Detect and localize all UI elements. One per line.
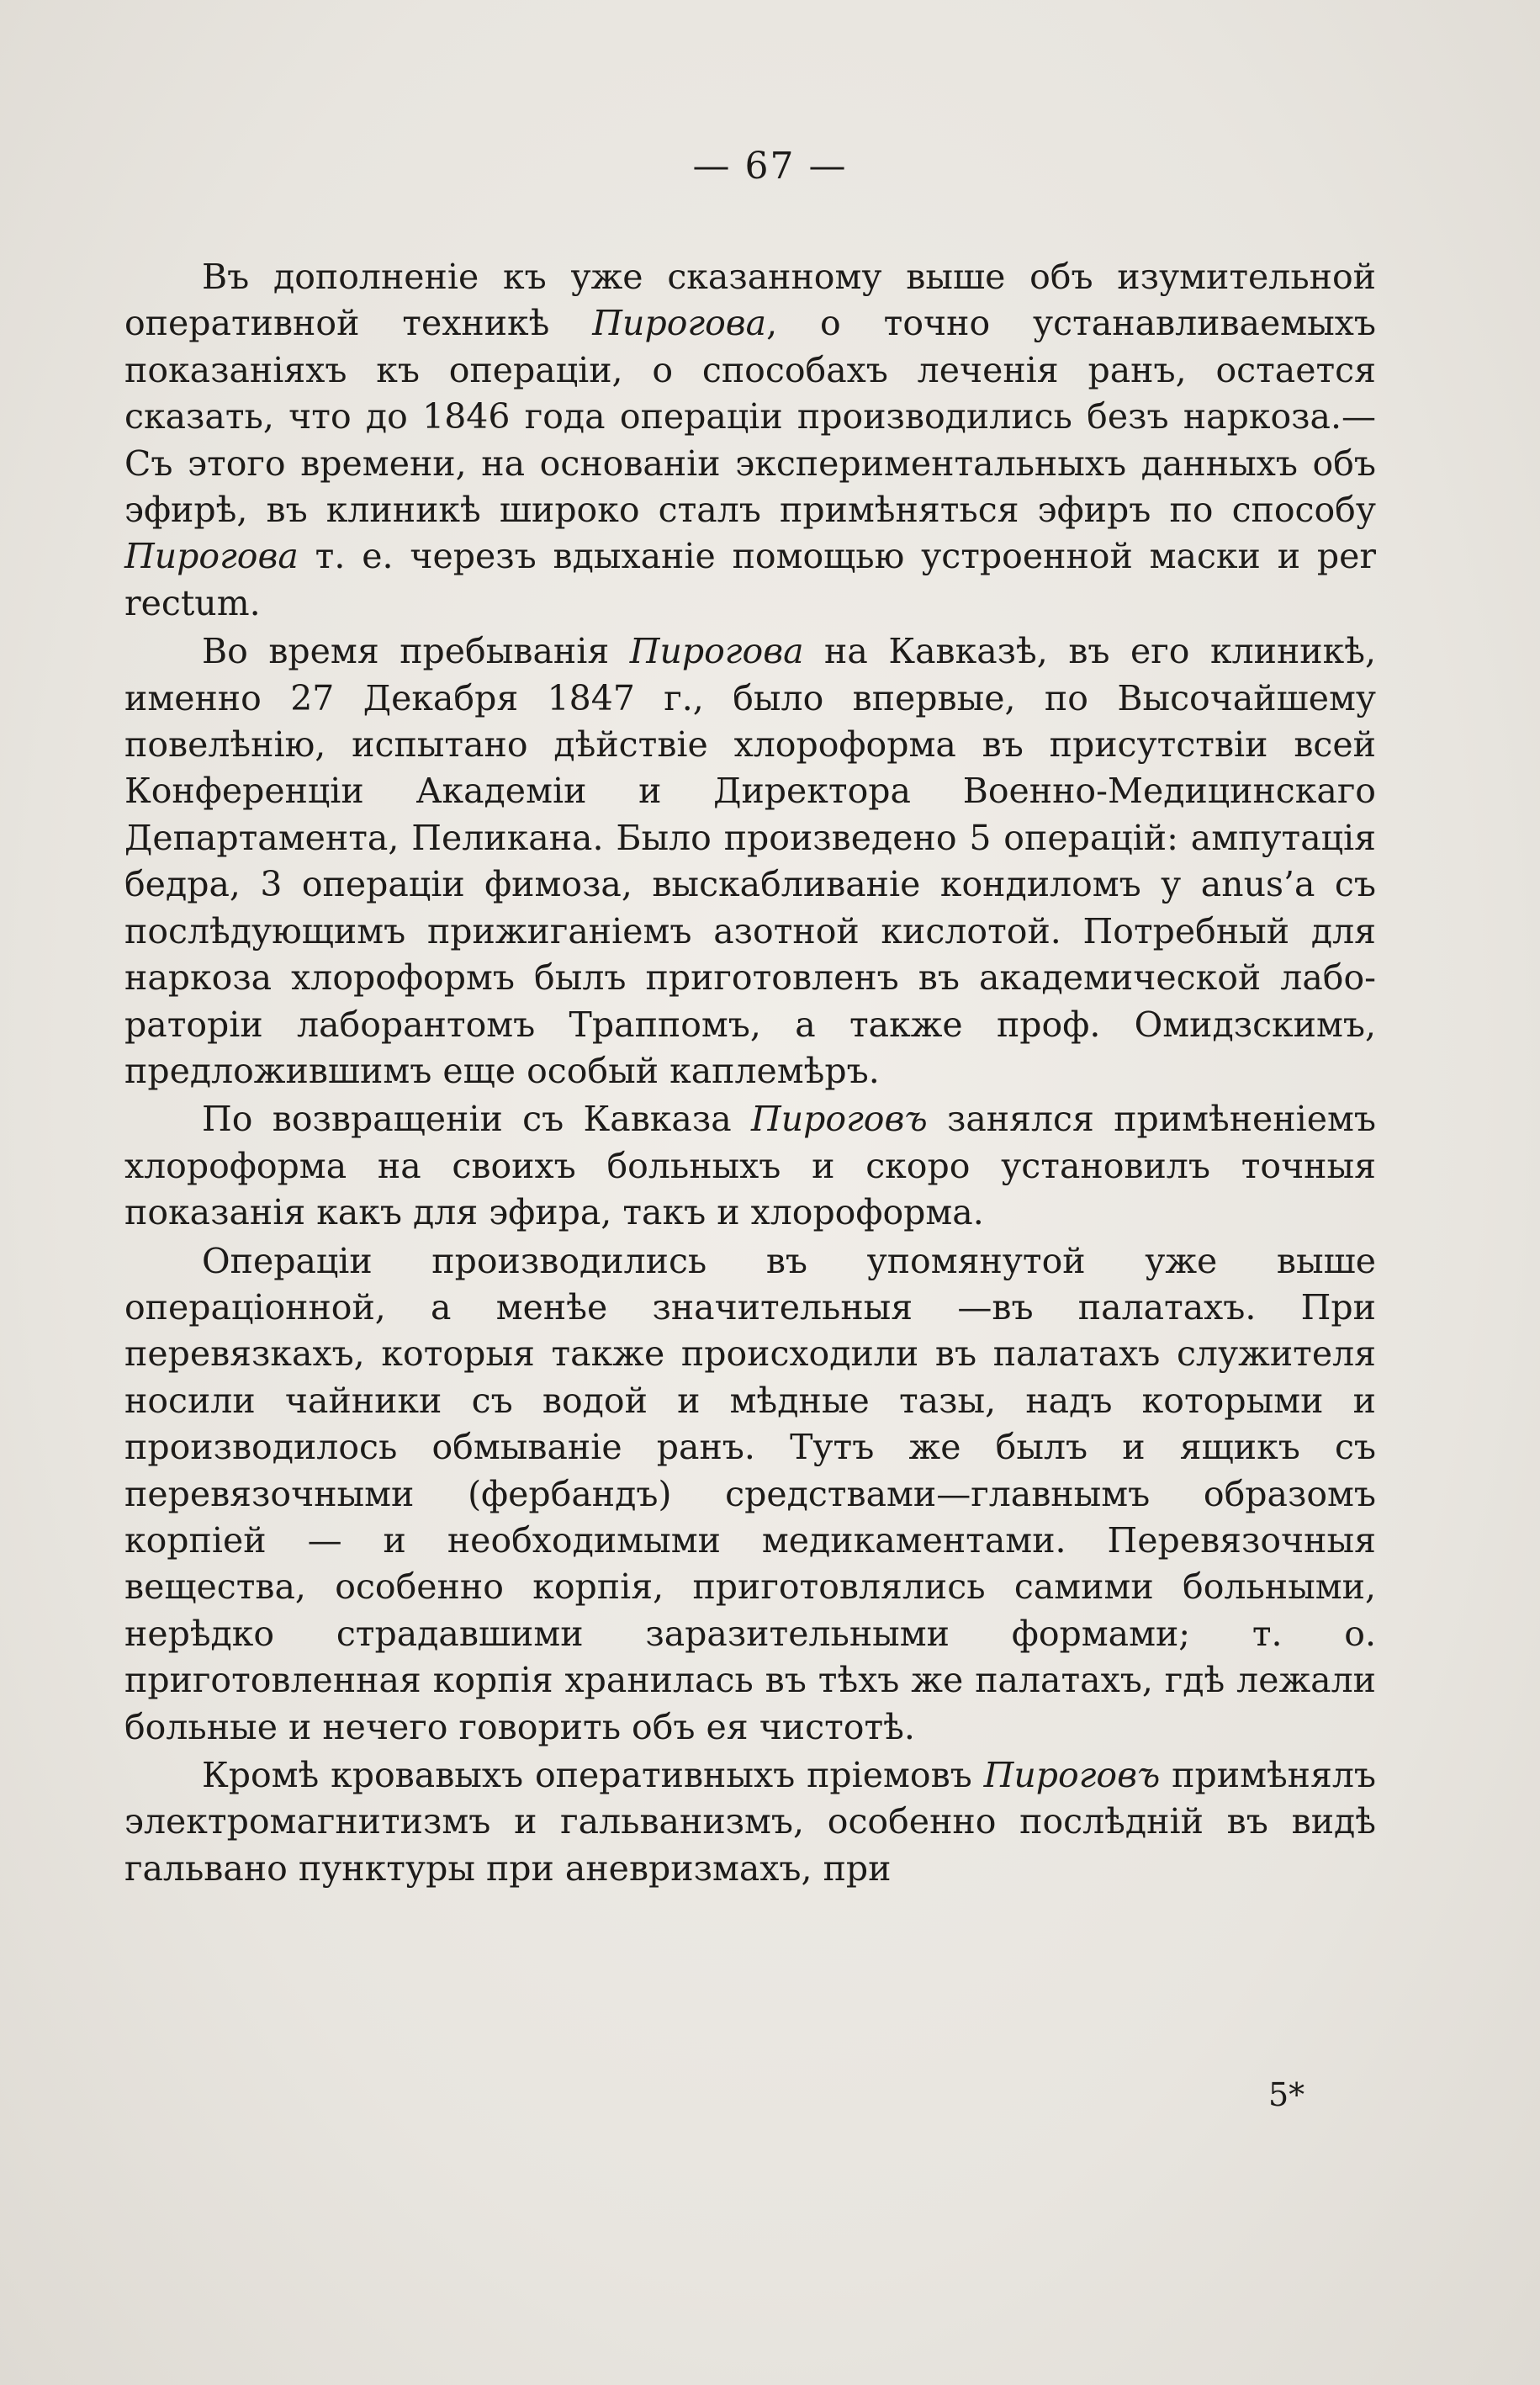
text-run: Операціи производились въ упомянутой уже выше операціонной, а менѣе значительныя —въ палатахъ. При перевязкахъ, которыя также происходили въ палатахъ служителя носили чайники съ водой и мѣдные тазы, надъ которыми и производилось обмываніе ранъ. Тутъ же былъ и ящикъ съ перевязочными (фербандъ) средствами—главнымъ образомъ корпіей — и необходимыми медикаментами. Перевязочныя вещества, особенно корпія, приготовлялись самими больными, нерѣдко страдавшими заразительными формами; т. о. приготовленная корпія хранилась въ тѣхъ же палатахъ, гдѣ лежали больные и нечего говорить объ ея чистотѣ. [124,1240,1376,1747]
signature-mark: 5* [1268,2076,1305,2113]
paragraph [124,1238,1376,1751]
italic-name: Пироговъ [983,1755,1161,1795]
italic-name: Пироговъ [750,1099,928,1140]
body-text [124,254,1376,1894]
italic-name: Пирогова [592,303,767,344]
text-run: на Кавказѣ, въ его клиникѣ, именно 27 Декабря 1847 г., было впервые, по Высочайшему повелѣнію, испытано дѣйствіе хлороформа въ присутствіи всей Конференціи Академіи и Директора Военно-Медицинскаго Департамента, Пеликана. Было произведено 5 операцій: ампутація бедра, 3 операціи фимоза, выскабливаніе кондиломъ у anus’а съ послѣдующимъ прижиганіемъ азотной кислотой. Потребный для наркоза хлороформъ былъ приготовленъ въ академической лабораторіи лаборантомъ Траппомъ, а также проф. Омидзскимъ, предложившимъ еще особый каплемѣръ. [124,631,1376,1091]
text-run: Во время пребыванія [202,631,630,672]
paragraph [124,1752,1376,1892]
italic-name: Пирогова [629,631,804,672]
text-run: т. е. черезъ вдыханіе помощью устроенной маски и per rectum. [124,536,1376,623]
paragraph [124,254,1376,627]
paragraph [124,1096,1376,1236]
text-run: примѣнялъ электромагнитизмъ и гальванизмъ, особенно послѣдній въ видѣ гальвано пунктуры при аневризмахъ, при [124,1755,1377,1889]
text-run: Кромѣ кровавыхъ оперативныхъ пріемовъ [202,1755,984,1795]
italic-name: Пирогова [124,536,299,577]
text-run: , о точно устанавливаемыхъ показаніяхъ къ операціи, о способахъ леченія ранъ, остается сказать, что до 1846 года операціи производились безъ наркоза.— Съ этого времени, на основаніи экспериментальныхъ данныхъ объ эфирѣ, въ клиникѣ широко сталъ примѣняться эфиръ по способу [124,303,1377,531]
paragraph [124,628,1376,1094]
page-number: — 67 — [692,145,848,188]
text-run: занялся примѣненіемъ хлороформа на своихъ больныхъ и скоро установилъ точныя показанія какъ для эфира, такъ и хлороформа. [124,1099,1376,1233]
text-run: Въ дополненіе къ уже сказанному выше объ изумительной оперативной техникѣ [124,257,1376,344]
text-run: По возвращеніи съ Кавказа [202,1099,751,1140]
